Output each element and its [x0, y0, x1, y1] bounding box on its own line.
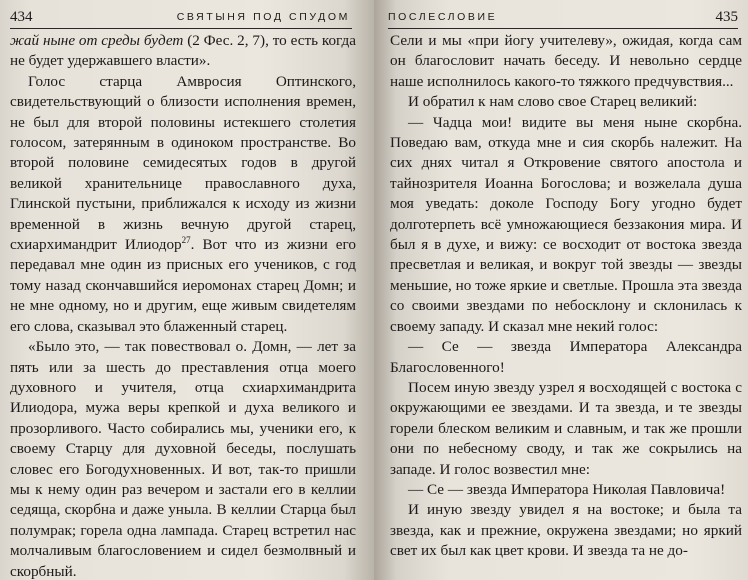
right-paragraph-3: — Чадца мои! видите вы меня ныне скорбна. Поведаю вам, откуда мне и сия скорбь належит. На сих днях читал я Откровение святого апостола и тайнозрителя Иоанна Богослова; и возжелала душа моя уведать: доколе Господу Богу угодно будет долготерпеть всё умножающиеся беззакония мира. И был я в духе, и вижу: се восходит от востока звезда пресветлая и великая, и вокруг той звезды — звезды меньшие, но тоже яркие и светлые. Прошла эта звезда со своими звездами по небосклону и склонилась к своему западу. И сказал мне некий голос:	[390, 113, 742, 335]
right-page-body	[390, 31, 742, 562]
right-running-title: ПОСЛЕСЛОВИЕ	[388, 11, 498, 23]
right-paragraph-7: И иную звезду увидел я на востоке; и была та звезда, как и прежние, окружена звездами; но яркий свет их был как цвет крови. И звезда та не до-	[390, 501, 742, 560]
left-paragraph-3: «Было это, — так повествовал о. Домн, — лет за пять или за шесть до преставления отца моего духовного и учителя, отца схиархимандрита Илиодора, мужа веры крепкой и духа великого и прозорливого. Часто собирались мы, ученики его, к своему Старцу для духовной беседы, послушать словес его Богодухновенных. И вот, так-то пришли мы к нему один раз вечером и застали его в келлии седяща, скорбна и даже уныла. В келлии Старца был полумрак; горела одна лампада. Старец встретил нас молчаливым благословением и сидел безмолвный и скорбный.	[10, 338, 356, 580]
scripture-quote: жай ныне от среды будет	[10, 32, 184, 49]
right-paragraph-6: — Се — звезда Императора Николая Павловича!	[408, 480, 726, 498]
right-paragraph-4: — Се — звезда Императора Александра Благословенного!	[390, 338, 742, 376]
right-paragraph-5: Посем иную звезду узрел я восходящей с востока с окружающими ее звездами. И та звезда, и те звезды горели блеском великим и славным, и так же прошли они по небесному своду, и так же сокрылись на западе. И голос возвестил мне:	[390, 378, 742, 478]
left-page-number: 434	[10, 8, 33, 25]
right-page-header	[388, 6, 738, 29]
right-page	[374, 0, 748, 580]
left-page-body	[10, 31, 356, 580]
left-running-title: СВЯТЫНЯ ПОД СПУДОМ	[176, 11, 350, 23]
right-page-number: 435	[715, 8, 738, 25]
left-paragraph-1	[10, 31, 356, 72]
footnote-marker[interactable]: 27	[181, 235, 191, 245]
right-paragraph-2: И обратил к нам слово свое Старец великий:	[408, 93, 698, 111]
left-paragraph-2: Голос старца Амвросия Оптинского, свидетельствующий о близости исполнения времен, не был для второй половины истекшего столетия голосом, затерянным в одиноком пространстве. Во второй половине семидесятых годов в другой великой хранительнице православного духа, Глинской пустыни, приближался к исходу из жизни временной в жизнь вечную другой старец, схиархимандрит Илиодор$^{27}$. Вот что из жизни его передавал мне один из присных его учеников, с год тому назад скончавшийся иеромонах старец Домн; и не мне одному, но и другим, еще живым свидетелям его слова, сказывал это блаженный старец.	[10, 72, 356, 335]
right-paragraph-1: Сели и мы «при йогу учителеву», ожидая, когда сам он благословит начать беседу. И невольно сердце наше исполнилось какого-то тяжкого предчувствия...	[390, 32, 742, 90]
scripture-reference: (2 Фес. 2, 7), то есть когда не будет удержавшего власти».	[10, 32, 357, 70]
left-page-header	[10, 6, 352, 29]
